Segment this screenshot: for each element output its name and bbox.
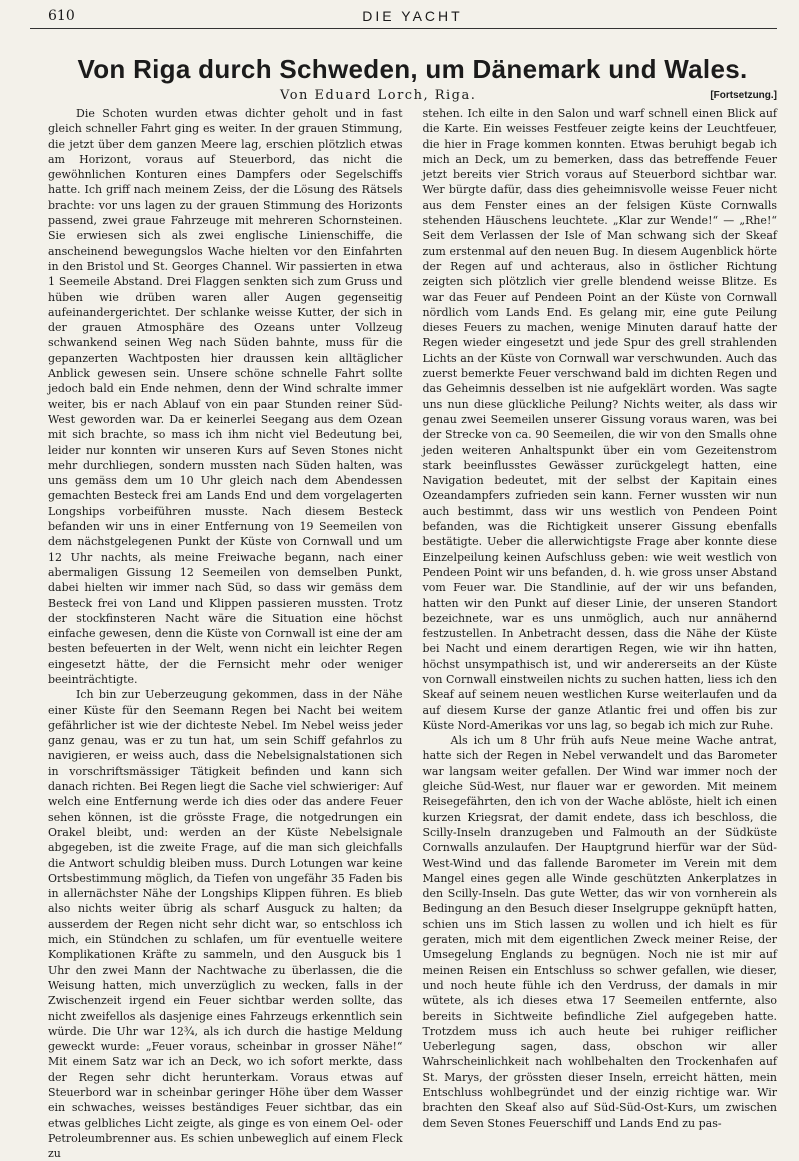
journal-title: DIE YACHT <box>362 8 463 24</box>
paragraph: stehen. Ich eilte in den Salon und warf schnell einen Blick auf die Karte. Ein weisses Festfeuer zeigte keins der Leuchtfeuer, die hier in Frage kommen konnten. Etwas beruhigt begab ich mich an Deck, um zu bemerken, dass das betreffende Feuer jetzt bereits vier Strich voraus auf Steuerbord sichtbar war. Wer bürgte dafür, dass dies geheimnisvolle weisse Feuer nicht aus dem Fenster eines an der felsigen Küste Cornwalls stehenden Häuschens leuchtete. „Klar zur Wende!“ — „Rhe!“ Seit dem Verlassen der Isle of Man schwang sich der Skeaf zum erstenmal auf den neuen Bug. In diesem Augenblick hörte der Regen auf und achteraus, also in östlicher Richtung zeigten sich plötzlich vier grelle blendend weisse Blitze. Es war das Feuer auf Pendeen Point an der Küste von Cornwall nördlich vom Lands End. Es gelang mir, eine gute Peilung dieses Feuers zu machen, wenige Minuten darauf hatte der Regen wieder eingesetzt und jede Spur des grell strahlenden Lichts an der Küste von Cornwall war verschwunden. Auch das zuerst bemerkte Feuer verschwand bald im dichten Regen und das Geheimnis desselben ist nie aufgeklärt worden. Was sagte uns nun diese glückliche Peilung? Nichts weiter, als dass wir genau zwei Seemeilen unserer Gissung voraus waren, was bei der Strecke von ca. 90 Seemeilen, die wir von den Smalls ohne jeden weiteren Anhaltspunkt über ein vom Gezeitenstrom stark beeinflusstes Gewässer zurückgelegt hatten, eine Navigation bedeutet, mit der selbst der Kapitain eines Ozeandampfers zufrieden sein kann. Ferner wussten wir nun auch bestimmt, dass wir uns westlich von Pendeen Point befanden, was die Richtigkeit unserer Gissung ebenfalls bestätigte. Ueber die allerwichtigste Frage aber konnte diese Einzelpeilung keinen Aufschluss geben: wie weit westlich von Pendeen Point wir uns befanden, d. h. wie gross unser Abstand vom Feuer war. Die Standlinie, auf der wir uns befanden, hatten wir den Punkt auf dieser Linie, der unseren Standort bezeichnete, war es uns unmöglich, auch nur annähernd festzustellen. In Anbetracht dessen, dass die Nähe der Küste bei Nacht und einem derartigen Regen, wie wir ihn hatten, höchst unsympathisch ist, und wir andererseits an der Küste von Cornwall einstweilen nichts zu suchen hatten, liess ich den Skeaf auf seinem neuen westlichen Kurse weiterlaufen und da auf diesem Kurse der ganze Atlantic frei und offen bis zur Küste Nord-Amerikas vor uns lag, so begab ich mich zur Ruhe. <box>422 107 777 732</box>
header-rule <box>30 28 777 29</box>
continued-note: [Fortsetzung.] <box>710 90 777 101</box>
paragraph: Ich bin zur Ueberzeugung gekommen, dass in der Nähe einer Küste für den Seemann Regen bei Nacht bei weitem gefährlicher ist wie der dichteste Nebel. Im Nebel weiss jeder ganz genau, was er zu tun hat, um sein Schiff gefahrlos zu navigieren, er weiss auch, dass die Nebelsignalstationen sich in vorschriftsmässiger Tätigkeit befinden und kann sich danach richten. Bei Regen liegt die Sache viel schwieriger: Auf welch eine Entfernung werde ich dies oder das andere Feuer sehen können, ist die grösste Frage, die notgedrungen ein Orakel bleibt, und: werden an der Küste Nebelsignale abgegeben, ist die zweite Frage, auf die man sich gleichfalls die Antwort schuldig bleiben muss. Durch Lotungen war keine Ortsbestimmung möglich, da Tiefen von ungefähr 35 Faden bis in allernächster Nähe der Longships Klippen führen. Es blieb also nichts weiter übrig als scharf Ausguck zu halten; da ausserdem der Regen nicht sehr dicht war, so entschloss ich mich, ein Stündchen zu schlafen, um für eventuelle weitere Komplikationen Kräfte zu sammeln, und den Ausguck bis 1 Uhr den zwei Mann der Nachtwache zu überlassen, die die Weisung hatten, mich unverzüglich zu wecken, falls in der Zwischenzeit irgend ein Feuer sichtbar werden sollte, das nicht zweifellos als dasjenige eines Fahrzeugs erkenntlich sein würde. Die Uhr war 12¾, als ich durch die hastige Meldung geweckt wurde: „Feuer voraus, scheinbar in grosser Nähe!“ Mit einem Satz war ich an Deck, wo ich sofort merkte, dass der Regen sehr dicht herunterkam. Voraus etwas auf Steuerbord war in scheinbar geringer Höhe über dem Wasser ein schwaches, weisses beständiges Feuer sichtbar, das ein etwas gelbliches Licht zeigte, als ginge es von einem Oel- oder Petroleumbrenner aus. Es schien unbeweglich auf einem Fleck zu <box>48 688 403 1161</box>
article-byline: Von Eduard Lorch, Riga. <box>280 88 477 103</box>
right-column <box>423 106 778 1161</box>
left-column <box>48 106 403 1161</box>
page-number: 610 <box>48 8 75 24</box>
paragraph: Die Schoten wurden etwas dichter geholt und in fast gleich schneller Fahrt ging es weiter. In der grauen Stimmung, die jetzt über dem ganzen Meere lag, erschien plötzlich etwas am Horizont, voraus auf Steuerbord, das nicht die gewöhnlichen Konturen eines Dampfers oder Segelschiffs hatte. Ich griff nach meinem Zeiss, der die Lösung des Rätsels brachte: vor uns lagen zu der grauen Stimmung des Horizonts passend, zwei graue Fahrzeuge mit mehreren Schornsteinen. Sie erwiesen sich als zwei englische Linienschiffe, die anscheinend bewegungslos Wache hielten vor den Einfahrten in den Bristol und St. Georges Channel. Wir passierten in etwa 1 Seemeile Abstand. Drei Flaggen senkten sich zum Gruss und hüben wie drüben waren aller Augen gegenseitig aufeinandergerichtet. Der schlanke weisse Kutter, der sich in der grauen Atmosphäre des Ozeans unter Vollzeug schwankend seinen Weg nach Süden bahnte, muss für die gepanzerten Wachtposten hier draussen kein alltäglicher Anblick gewesen sein. Unsere schöne schnelle Fahrt sollte jedoch bald ein Ende nehmen, denn der Wind schralte immer weiter, bis er nach Ablauf von ein paar Stunden reiner Süd-West geworden war. Da er keinerlei Seegang aus dem Ozean mit sich brachte, so mass ich ihm nicht viel Bedeutung bei, leider nur konnten wir unseren Kurs auf Seven Stones nicht mehr durchliegen, sondern mussten nach Süden halten, was uns gemäss dem um 10 Uhr gleich nach dem Abendessen gemachten Besteck frei am Lands End und dem vorgelagerten Longships vorbeiführen musste. Nach diesem Besteck befanden wir uns in einer Entfernung von 19 Seemeilen von dem nächstgelegenen Punkt der Küste von Cornwall und um 12 Uhr nachts, als meine Freiwache begann, nach einer abermaligen Gissung 12 Seemeilen von demselben Punkt, dabei hielten wir immer nach Süd, so dass wir gemäss dem Besteck frei von Land und Klippen passieren mussten. Trotz der stockfinsteren Nacht wäre die Situation eine höchst einfache gewesen, denn die Küste von Cornwall ist eine der am besten befeuerten in der Welt, wenn nicht ein leichter Regen eingesetzt hätte, der die Fernsicht mehr oder weniger beeinträchtigte. <box>48 107 403 686</box>
article-body <box>48 106 777 1161</box>
article-title: Von Riga durch Schweden, um Dänemark und Wales. <box>77 54 748 84</box>
byline-row <box>48 88 777 106</box>
paragraph: Als ich um 8 Uhr früh aufs Neue meine Wache antrat, hatte sich der Regen in Nebel verwandelt und das Barometer war langsam weiter gefallen. Der Wind war immer noch der gleiche Süd-West, nur flauer war er geworden. Mit meinem Reisegefährten, den ich von der Wache ablöste, hielt ich einen kurzen Kriegsrat, der damit endete, dass ich beschloss, die Scilly-Inseln dranzugeben und Falmouth an der Südküste Cornwalls anzulaufen. Der Hauptgrund hierfür war der Süd-West-Wind und das fallende Barometer im Verein mit dem Mangel eines gegen alle Winde geschützten Ankerplatzes in den Scilly-Inseln. Das gute Wetter, das wir von vornherein als Bedingung an den Besuch dieser Inselgruppe geknüpft hatten, schien uns im Stich lassen zu wollen und ich hielt es für geraten, mich mit dem eigentlichen Zweck meiner Reise, der Umsegelung Englands zu begnügen. Noch nie ist mir auf meinen Reisen ein Entschluss so schwer gefallen, wie dieser, und noch heute fühle ich den Verdruss, der damals in mir wütete, als ich dieses etwa 17 Seemeilen entfernte, also bereits in Sichtweite befindliche Ziel aufgegeben hatte. Trotzdem muss ich auch heute bei ruhiger reiflicher Ueberlegung sagen, dass, obschon wir aller Wahrscheinlichkeit nach wohlbehalten den Trockenhafen auf St. Marys, der grössten dieser Inseln, erreicht hätten, mein Entschluss wohlbegründet und der einzig richtige war. Wir brachten den Skeaf also auf Süd-Süd-Ost-Kurs, um zwischen dem Seven Stones Feuerschiff und Lands End zu pas- <box>422 734 777 1130</box>
page-header <box>48 8 777 28</box>
